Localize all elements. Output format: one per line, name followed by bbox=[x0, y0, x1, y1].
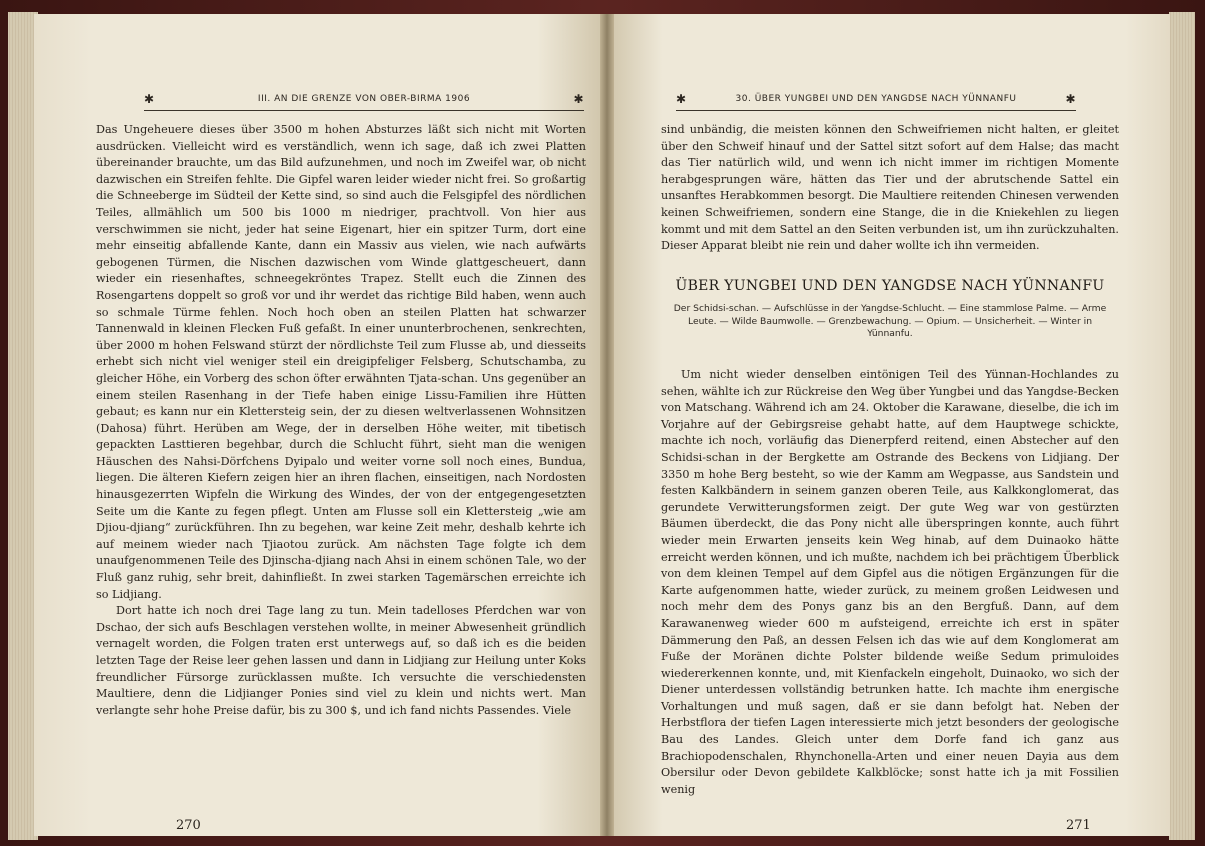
paragraph: Um nicht wieder denselben eintönigen Teil des Yünnan-Hochlandes zu sehen, wählte ich zur Rückreise den Weg über Yungbei und das Yangdse-Becken von Matschang. Während ich am 24. Oktober die Karawane, dieselbe, die ich im Vorjahre auf der Gebirgsreise gehabt hatte, auf dem Hauptwege schickte, machte ich noch, vorläufig das Dienerpferd reitend, einen Abstecher auf den Schidsi-schan in der Bergkette am Ostrande des Beckens von Lidjiang. Der 3350 m hohe Berg besteht, so wie der Kamm am Wegpasse, aus Sandstein und festen Kalkbändern in seinem ganzen oberen Teile, aus Kalkkonglomerat, das gerundete Verwitterungsformen zeigt. Der gute Weg war von gestürzten Bäumen überdeckt, die das Pony nicht alle überspringen konnte, auch führt wieder mein Erwarten jenseits kein Weg hinab, auf dem Duinaoko hätte erreicht werden können, und ich mußte, nachdem ich bei prächtigem Überblick von dem kleinen Tempel auf dem Gipfel aus die nötigen Ergänzungen für die Karte aufgenommen hatte, wieder zurück, zu meinem großen Leidwesen und noch mehr dem des Ponys ganz bis an den Bergfuß. Dann, auf dem Karawanenweg wieder 600 m aufsteigend, erreichte ich erst in später Dämmerung den Paß, an dessen Felsen ich das wie auf dem Konglomerat am Fuße der Moränen dichte Polster bildende weiße Sedum primuloides wiedererkennen konnte, und, mit Kienfackeln eingeholt, Duinaoko, wo sich der Diener unterdessen vollständig betrunken hatte. Ich machte ihm energische Vorhaltungen und muß sagen, daß er sie dann befolgt hat. Neben der Herbstflora der tiefen Lagen interessierte mich jetzt besonders der geologische Bau des Landes. Gleich unter dem Dorfe fand ich ganz aus Brachiopodenschalen, Rhynchonella-Arten und einer neuen Dayia aus dem Obersilur oder Devon gebildete Kalkblöcke; sonst hatte ich ja mit Fossilien wenig bbox=[661, 368, 1119, 796]
paragraph: Dort hatte ich noch drei Tage lang zu tun. Mein tadelloses Pferdchen war von Dschao, der sich aufs Beschlagen verstehen wollte, in meiner Abwesenheit gründlich vernagelt worden, die Folgen traten erst unterwegs auf, so daß ich es die beiden letzten Tage der Reise leer gehen lassen und dann in Lidjiang zur Heilung unter Koks freundlicher Fürsorge zurücklassen mußte. Ich versuchte die verschiedensten Maultiere, denn die Lidjianger Ponies sind viel zu klein und nichts wert. Man verlangte sehr hohe Preise dafür, bis zu 300 $, und ich fand nichts Passendes. Viele bbox=[96, 604, 586, 717]
page-number: 271 bbox=[1066, 818, 1091, 833]
ornament-star-icon: ✱ bbox=[676, 92, 687, 106]
left-page bbox=[34, 14, 606, 836]
running-header-text: III. AN DIE GRENZE VON OBER-BIRMA 1906 bbox=[257, 94, 471, 104]
running-header-right bbox=[676, 88, 1076, 111]
body-text-left bbox=[96, 122, 586, 719]
ornament-star-icon: ✱ bbox=[1065, 92, 1076, 106]
right-page bbox=[606, 14, 1170, 836]
ornament-star-icon: ✱ bbox=[144, 92, 155, 106]
book-gutter bbox=[600, 14, 614, 836]
page-number: 270 bbox=[176, 818, 201, 833]
page-edges-right bbox=[1169, 12, 1195, 840]
body-text-right bbox=[661, 367, 1119, 798]
section-summary: Der Schidsi-schan. — Aufschlüsse in der Yangdse-Schlucht. — Eine stammlose Palme. — Arme Leute. — Wilde Baumwolle. — Grenzbewachung. — Opium. — Unsicherheit. — Winter in Yünnanfu. bbox=[673, 303, 1107, 339]
ornament-star-icon: ✱ bbox=[573, 92, 584, 106]
running-header-text: 30. ÜBER YUNGBEI UND DEN YANGDSE NACH YÜNNANFU bbox=[735, 94, 1017, 104]
paragraph: sind unbändig, die meisten können den Schweifriemen nicht halten, er gleitet über den Schweif hinauf und der Sattel sitzt sofort auf dem Halse; das macht das Tier natürlich wild, und wenn ich nicht immer im richtigen Momente herabgesprungen wäre, hätten das Tier und der abrutschende Sattel ein unsanftes Herabkommen besorgt. Die Maultiere reitenden Chinesen verwenden keinen Schweifriemen, sondern eine Stange, die in die Kniekehlen zu liegen kommt und mit dem Sattel an den Seiten verbunden ist, um ihn zurückzuhalten. Dieser Apparat bleibt nie rein und daher wollte ich ihn vermeiden. bbox=[661, 123, 1119, 253]
running-header-left bbox=[144, 88, 584, 111]
section-title: ÜBER YUNGBEI UND DEN YANGDSE NACH YÜNNANFU bbox=[675, 278, 1105, 294]
body-text-right-intro bbox=[661, 122, 1119, 255]
paragraph: Das Ungeheuere dieses über 3500 m hohen Absturzes läßt sich nicht mit Worten ausdrücken. Vielleicht wird es verständlich, wenn ich sage, daß ich zwei Platten übereinander brauchte, um das Bild aufzunehmen, und noch im Zweifel war, ob nicht dazwischen ein Streifen fehlte. Die Gipfel waren leider wieder nicht frei. So großartig die Schneeberge im Südteil der Kette sind, so sind auch die Felsgipfel des nördlichen Teiles, allmählich um 500 bis 1000 m niedriger, prachtvoll. Von hier aus verschwimmen sie nicht, jeder hat seine Eigenart, hier ein spitzer Turm, dort eine mehr einseitig abfallende Kante, dann ein Massiv aus vielen, wie nach aufwärts gebogenen Türmen, die Nischen dazwischen vom Winde glattgescheuert, dann wieder ein riesenhaftes, schneegekröntes Trapez. Stellt euch die Zinnen des Rosengartens doppelt so groß vor und ihr werdet das richtige Bild haben, wenn auch so schmale Türme fehlen. Noch hoch oben an steilen Platten hat schwarzer Tannenwald in kleinen Flecken Fuß gefaßt. In einer ununterbrochenen, senkrechten, über 2000 m hohen Felswand stürzt der nördlichste Teil zum Flusse ab, und diesseits erhebt sich nicht viel weniger steil ein dreigipfeliger Felsberg, Schutschamba, zu gleicher Höhe, ein Vorberg des schon öfter erwähnten Tjata-schan. Uns gegenüber an einem steilen Rasenhang in der Tiefe haben einige Lissu-Familien ihre Hütten gebaut; es kann nur ein Klettersteig sein, der zu diesen weltverlassenen Wohnsitzen (Dahosa) führt. Herüben am Wege, der in derselben Höhe weiter, mit tibetisch gepackten Lasttieren begehbar, durch die Schlucht führt, sieht man die wenigen Häuschen des Nahsi-Dörfchens Dyipalo und weiter vorne soll noch eines, Bundua, liegen. Die älteren Kiefern zeigen hier an ihren flachen, einseitigen, nach Nordosten hinausgezerrten Wipfeln die Wirkung des Windes, der von der entgegengesetzten Seite um die Kante zu fegen pflegt. Unten am Flusse soll ein Klettersteig „wie am Djiou-djiang“ zurückführen. Ihn zu begehen, war keine Zeit mehr, deshalb kehrte ich auf meinem wieder nach Tjiaotou zurück. Am nächsten Tage folgte ich dem unaufgenommenen Teile des Djinscha-djiang nach Ahsi in einem schönen Tale, wo der Fluß ganz ruhig, sehr breit, dahinfließt. In zwei starken Tagemärschen erreichte ich so Lidjiang. bbox=[96, 123, 586, 601]
